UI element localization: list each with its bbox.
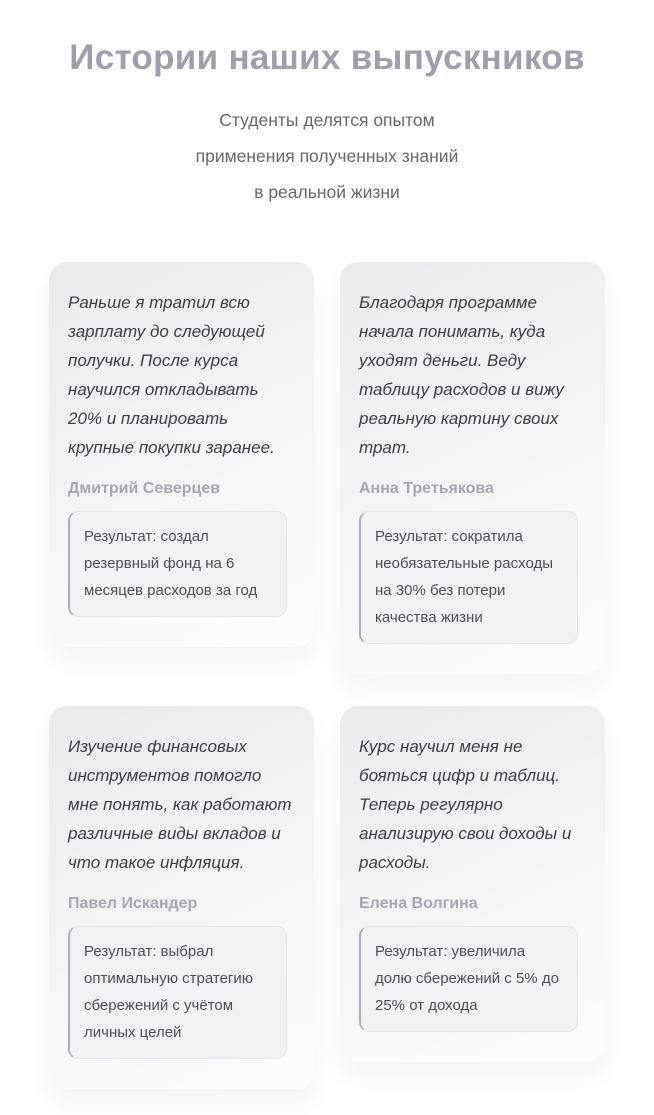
result-box: Результат: выбрал оптимальную стратегию сбережений с учётом личных целей (68, 926, 287, 1059)
subtitle-line-2: применения полученных знаний (195, 146, 459, 166)
student-name: Павел Искандер (68, 895, 198, 912)
result-box: Результат: сократила необязательные расходы на 30% без потери качества жизни (359, 511, 578, 644)
testimonial-card-2 (340, 262, 605, 674)
subtitle-line-3: в реальной жизни (254, 182, 400, 202)
result-box: Результат: создал резервный фонд на 6 месяцев расходов за год (68, 511, 287, 617)
testimonial-quote: Курс научил меня не бояться цифр и таблиц. Теперь регулярно анализирую свои доходы и расходы. (359, 737, 572, 872)
page-title: Истории наших выпускников (69, 38, 585, 77)
result-box: Результат: увеличила долю сбережений с 5% до 25% от дохода (359, 926, 578, 1032)
testimonial-quote: Раньше я тратил всю зарплату до следующей получки. После курса научился откладывать 20% и планировать крупные покупки заранее. (68, 293, 275, 457)
testimonial-quote: Благодаря программе начала понимать, куда уходят деньги. Веду таблицу расходов и вижу реальную картину своих трат. (359, 293, 564, 457)
student-name: Анна Третьякова (359, 480, 494, 497)
student-name: Дмитрий Северцев (68, 480, 221, 497)
page-subtitle (49, 102, 605, 210)
testimonials-grid (49, 262, 605, 1115)
testimonial-card-4 (340, 706, 605, 1062)
content-container (49, 38, 605, 1115)
subtitle-line-1: Студенты делятся опытом (219, 110, 435, 130)
testimonial-card-1 (49, 262, 314, 647)
student-name: Елена Волгина (359, 895, 478, 912)
testimonial-card-3 (49, 706, 314, 1089)
testimonial-quote: Изучение финансовых инструментов помогло мне понять, как работают различные виды вкладов и что такое инфляция. (68, 737, 292, 872)
